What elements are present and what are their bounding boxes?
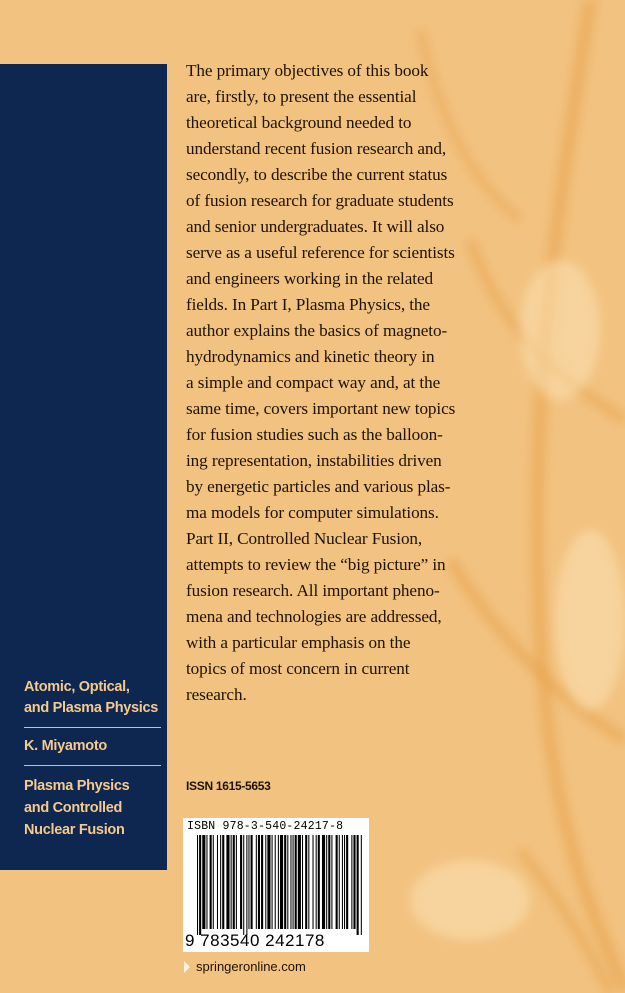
series-block	[24, 677, 162, 841]
book-title-line3: Nuclear Fusion	[24, 822, 125, 838]
author-name: K. Miyamoto	[24, 738, 107, 754]
barcode-digits: 9 783540 242178	[185, 931, 325, 950]
barcode-isbn-text: ISBN 978-3-540-24217-8	[187, 820, 344, 833]
series-name-line2: and Plasma Physics	[24, 700, 159, 716]
publisher-link[interactable]	[184, 959, 306, 974]
publisher-url: springeronline.com	[196, 959, 306, 974]
book-title-line2: and Controlled	[24, 800, 123, 816]
book-title-line1: Plasma Physics	[24, 778, 130, 794]
chevron-right-icon	[184, 961, 190, 973]
issn-label: ISSN 1615-5653	[186, 779, 271, 793]
isbn-barcode	[183, 818, 369, 952]
book-description: The primary objectives of this book are, firstly, to present the essential theoretical background needed to understand recent fusion research and, secondly, to describe the current status of fusion research for graduate students and senior undergraduates. It will also serve as a useful reference for scientists and engineers working in the related fields. In Part I, Plasma Physics, the author explains the basics of magneto- hydrodynamics and kinetic theory in a simple and compact way and, at the same time, covers important new topics for fusion studies such as the balloon- ing representation, instabilities driven by energetic particles and various plas- ma models for computer simulations. Part II, Controlled Nuclear Fusion, attempts to review the “big picture” in fusion research. All important pheno- mena and technologies are addressed, with a particular emphasis on the topics of most concern in current research.	[186, 61, 456, 704]
series-name-line1: Atomic, Optical,	[24, 679, 130, 695]
